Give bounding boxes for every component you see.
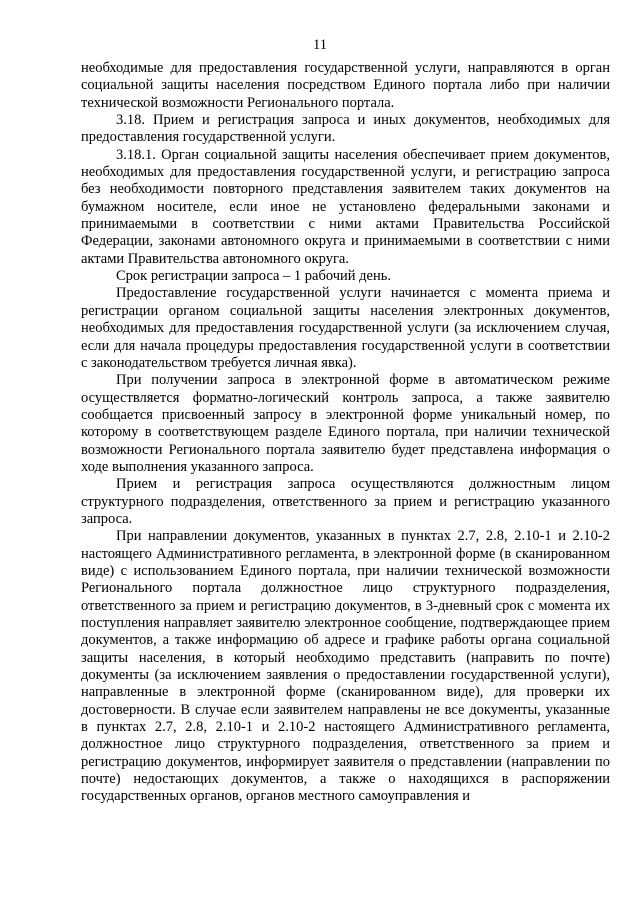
paragraph-electronic-control: При получении запроса в электронной форме в автоматическом режиме осуществляется форматно-логический контроль запроса, а также заявителю сообщается присвоенный запросу в электронной форме уникальный номер, по которому в соответствующем разделе Единого портала, при наличии технической возможности Регионального портала заявителю будет представлена информация о ходе выполнения указанного запроса. xyxy=(81,372,610,475)
paragraph-responsible-official: Прием и регистрация запроса осуществляются должностным лицом структурного подразделения, ответственного за прием и регистрацию указанного запроса. xyxy=(81,476,610,527)
document-body xyxy=(81,60,610,806)
paragraph-section-3-18: 3.18. Прием и регистрация запроса и иных документов, необходимых для предоставления государственной услуги. xyxy=(81,112,610,146)
paragraph-section-3-18-1: 3.18.1. Орган социальной защиты населения обеспечивает прием документов, необходимых для предоставления государственной услуги, и регистрацию запроса без необходимости повторного представления заявителем таких документов на бумажном носителе, если иное не установлено федеральными законами и принимаемыми в соответствии с ними актами Правительства Российской Федерации, законами автономного округа и принимаемыми в соответствии с ними актами Правительства автономного округа. xyxy=(81,146,610,267)
paragraph-registration-term: Срок регистрации запроса – 1 рабочий день. xyxy=(116,268,391,285)
paragraph-documents-submission: При направлении документов, указанных в пунктах 2.7, 2.8, 2.10-1 и 2.10-2 настоящего Административного регламента, в электронной форме (в сканированном виде) с использованием Единого портала, при наличии технической возможности Регионального портала должностное лицо структурного подразделения, ответственного за прием и регистрацию документов, в 3-дневный срок с момента их поступления направляет заявителю электронное сообщение, подтверждающее прием документов, а также информацию об адресе и графике работы органа социальной защиты населения, в который необходимо представить (направить по почте) документы (за исключением заявления о предоставлении государственной услуги), направленные в электронной форме (сканированном виде), для проверки их достоверности. В случае если заявителем направлены не все документы, указанные в пунктах 2.7, 2.8, 2.10-1 и 2.10-2 настоящего Административного регламента, должностное лицо структурного подразделения, ответственного за прием и регистрацию документов, информирует заявителя о представлении (направлении по почте) недостающих документов, а также о находящихся в распоряжении государственных органов, органов местного самоуправления и xyxy=(81,528,610,805)
paragraph-continuation: необходимые для предоставления государственной услуги, направляются в орган социальной защиты населения посредством Единого портала либо при наличии технической возможности Регионального портала. xyxy=(81,60,610,111)
paragraph-service-start: Предоставление государственной услуги начинается с момента приема и регистрации органом социальной защиты населения электронных документов, необходимых для предоставления государственной услуги (за исключением случая, если для начала процедуры предоставления государственной услуги в соответствии с законодательством требуется личная явка). xyxy=(81,285,610,371)
page-number: 11 xyxy=(313,37,327,53)
